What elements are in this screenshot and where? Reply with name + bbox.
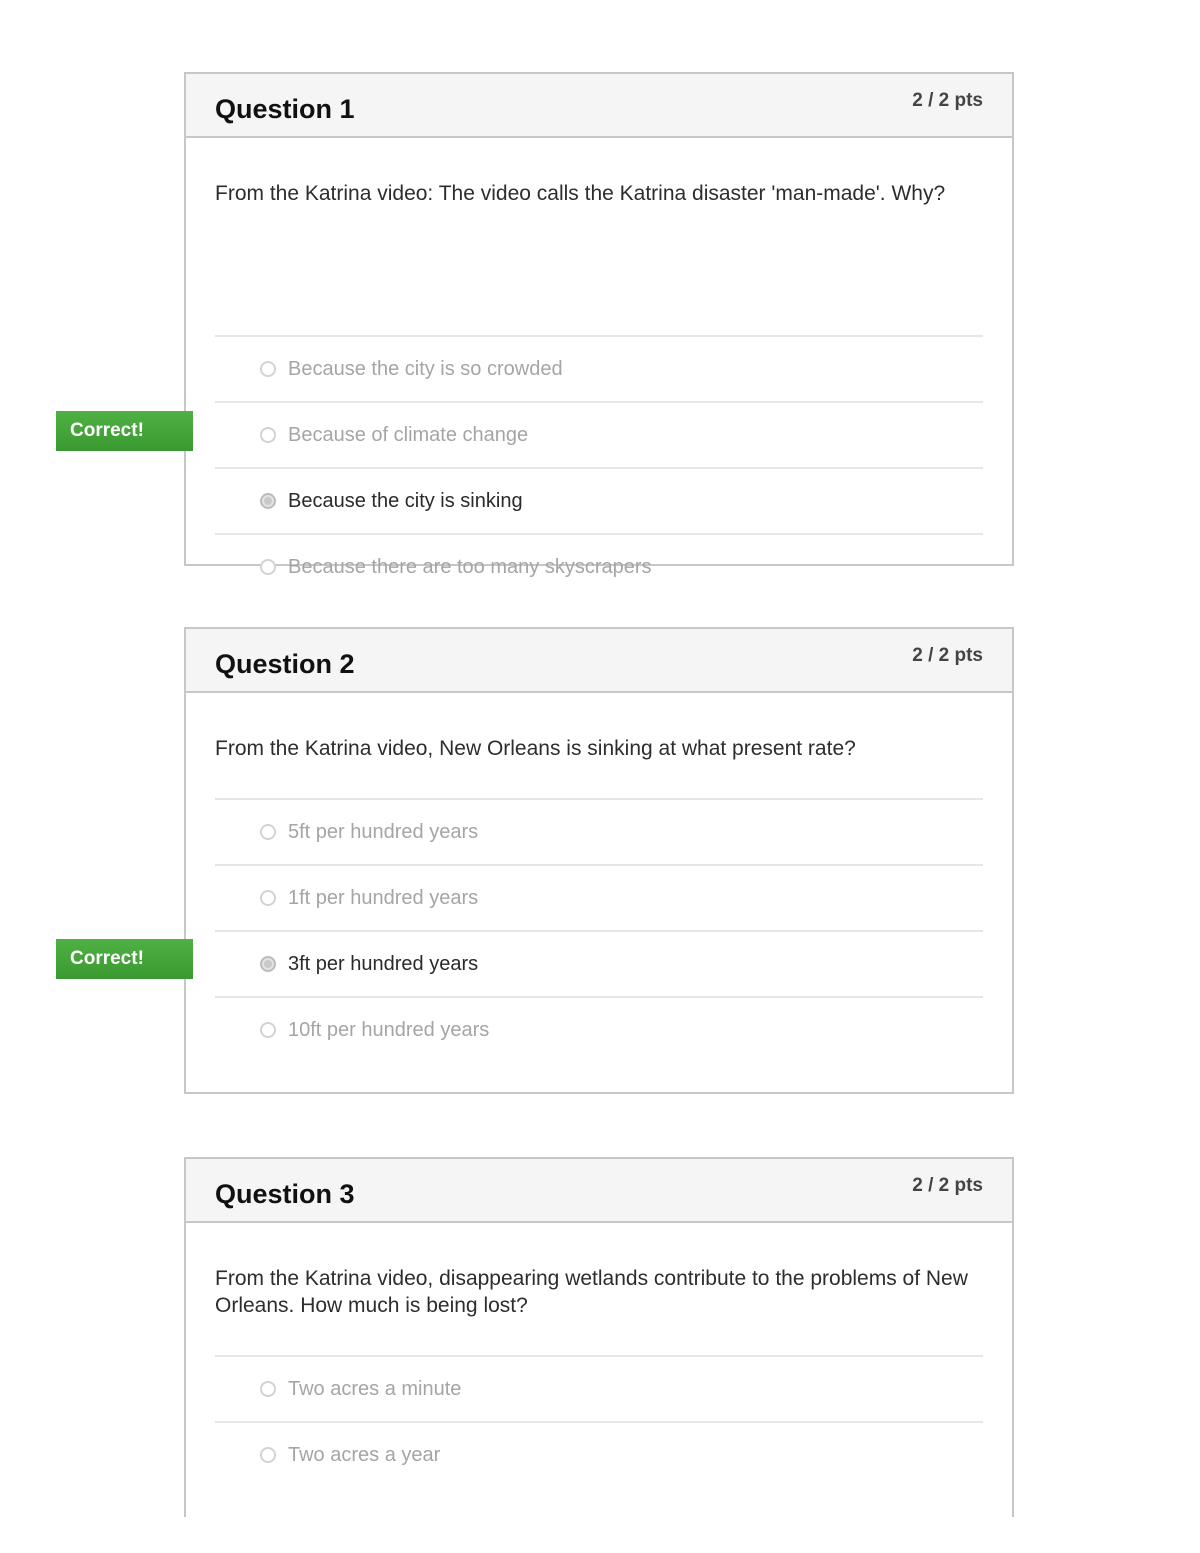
radio-button[interactable] (260, 890, 276, 906)
answer-label: 5ft per hundred years (288, 820, 479, 843)
radio-button[interactable] (260, 427, 276, 443)
answer-option[interactable] (215, 337, 983, 403)
answer-label: 10ft per hundred years (288, 1018, 490, 1041)
answer-list (215, 1355, 983, 1487)
answer-label: Because the city is sinking (288, 489, 523, 512)
question-points: 2 / 2 pts (912, 90, 983, 111)
question-1 (184, 72, 1014, 578)
answer-option[interactable] (215, 800, 983, 866)
question-points: 2 / 2 pts (912, 645, 983, 666)
answer-option[interactable] (215, 866, 983, 932)
question-points: 2 / 2 pts (912, 1175, 983, 1196)
question-header (186, 629, 1012, 693)
answer-option[interactable] (215, 403, 983, 469)
answer-label: Two acres a minute (288, 1377, 462, 1400)
question-header (186, 74, 1012, 138)
radio-button-selected[interactable] (260, 956, 276, 972)
question-title: Question 1 (215, 94, 355, 124)
question-title: Question 2 (215, 649, 355, 679)
correct-flag: Correct! (56, 939, 193, 979)
answer-option-selected[interactable] (215, 932, 983, 998)
radio-button[interactable] (260, 1447, 276, 1463)
answer-option[interactable] (215, 1357, 983, 1423)
answer-option[interactable] (215, 535, 983, 599)
radio-button[interactable] (260, 1381, 276, 1397)
answer-option-selected[interactable] (215, 469, 983, 535)
question-text: From the Katrina video, New Orleans is sinking at what present rate? (215, 737, 856, 760)
radio-button[interactable] (260, 1022, 276, 1038)
question-title: Question 3 (215, 1179, 355, 1209)
question-text: From the Katrina video: The video calls the Katrina disaster 'man-made'. Why? (215, 182, 946, 205)
question-2 (184, 627, 1014, 1094)
radio-button-selected[interactable] (260, 493, 276, 509)
answer-label: 1ft per hundred years (288, 886, 479, 909)
answer-label: Because there are too many skyscrapers (288, 555, 652, 578)
question-header (186, 1159, 1012, 1223)
answer-label: Because of climate change (288, 423, 529, 446)
answer-label: 3ft per hundred years (288, 952, 479, 975)
question-3 (184, 1157, 1014, 1517)
answer-option[interactable] (215, 1423, 983, 1487)
answer-label: Two acres a year (288, 1443, 441, 1466)
answer-label: Because the city is so crowded (288, 357, 563, 380)
radio-button[interactable] (260, 559, 276, 575)
answer-option[interactable] (215, 998, 983, 1062)
radio-button[interactable] (260, 361, 276, 377)
answer-list (215, 335, 983, 599)
question-text: From the Katrina video, disappearing wetlands contribute to the problems of New Orleans. How much is being lost? (215, 1267, 968, 1317)
correct-flag: Correct! (56, 411, 193, 451)
radio-button[interactable] (260, 824, 276, 840)
answer-list (215, 798, 983, 1062)
